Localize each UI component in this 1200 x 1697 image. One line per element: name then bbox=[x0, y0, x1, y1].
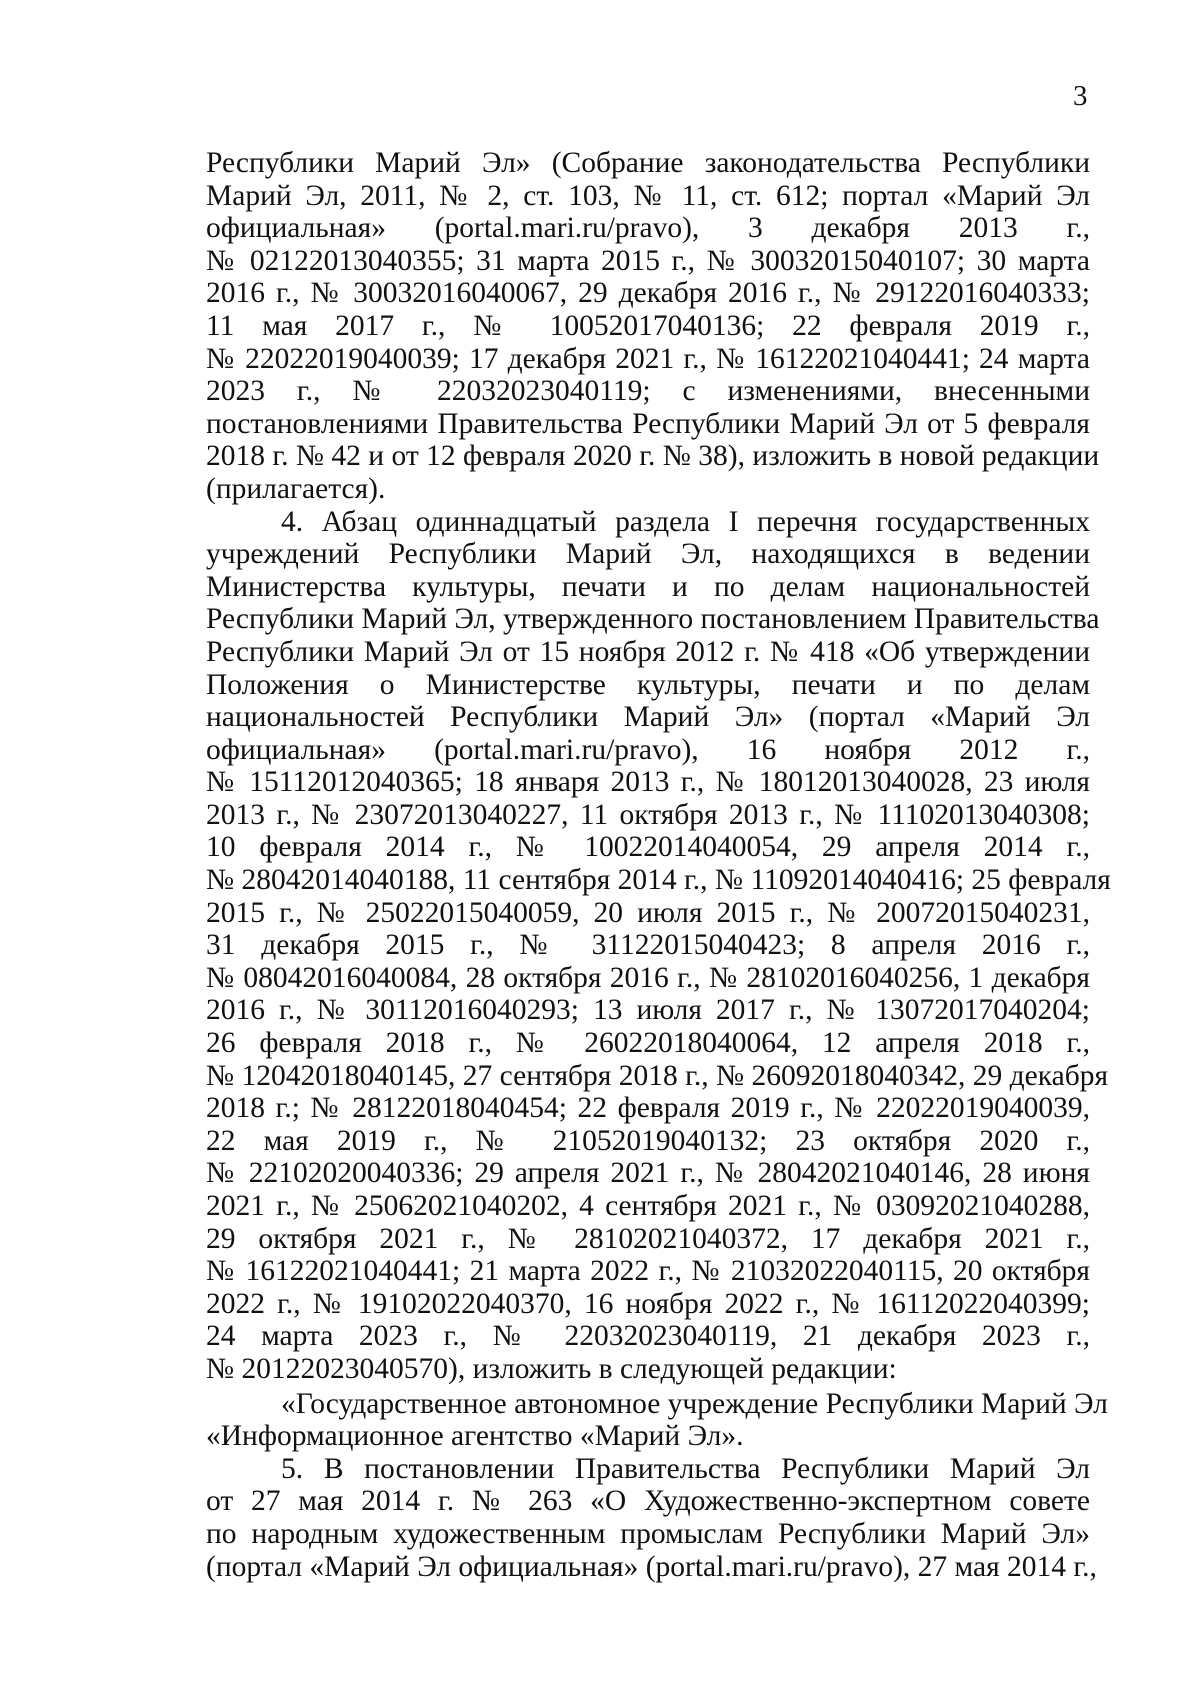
paragraph-item-5 bbox=[206, 1452, 1097, 1583]
text-line: 10 февраля 2014 г., № 10022014040054, 29 апреля 2014 г., bbox=[206, 831, 1090, 864]
text-line: 5. В постановлении Правительства Республики Марий Эл bbox=[281, 1452, 1090, 1485]
text-line: № 22102020040336; 29 апреля 2021 г., № 28042021040146, 28 июня bbox=[206, 1157, 1090, 1190]
text-line: официальная» (portal.mari.ru/pravo), 16 ноября 2012 г., bbox=[206, 733, 1090, 766]
text-line: (прилагается). bbox=[206, 472, 386, 505]
text-line: «Информационное агентство «Марий Эл». bbox=[206, 1420, 744, 1453]
text-line: 2023 г., № 22032023040119; с изменениями, внесенными bbox=[206, 375, 1090, 408]
text-line: 31 декабря 2015 г., № 31122015040423; 8 апреля 2016 г., bbox=[206, 929, 1090, 962]
text-line: 11 мая 2017 г., № 10052017040136; 22 февраля 2019 г., bbox=[206, 309, 1090, 342]
quoted-new-wording bbox=[206, 1387, 1108, 1453]
text-line: 2016 г., № 30032016040067, 29 декабря 2016 г., № 29122016040333; bbox=[206, 277, 1090, 310]
text-line: 4. Абзац одиннадцатый раздела I перечня государственных bbox=[281, 505, 1090, 538]
text-line: № 20122023040570), изложить в следующей редакции: bbox=[206, 1352, 897, 1385]
text-line: 2018 г.; № 28122018040454; 22 февраля 2019 г., № 22022019040039, bbox=[206, 1092, 1090, 1125]
text-line: официальная» (portal.mari.ru/pravo), 3 декабря 2013 г., bbox=[206, 212, 1090, 245]
text-line: Министерства культуры, печати и по делам национальностей bbox=[206, 570, 1090, 603]
document-body bbox=[206, 147, 1111, 1583]
text-line: 2021 г., № 25062021040202, 4 сентября 2021 г., № 03092021040288, bbox=[206, 1190, 1090, 1222]
text-line: № 02122013040355; 31 марта 2015 г., № 30032015040107; 30 марта bbox=[206, 244, 1090, 277]
text-line: 24 марта 2023 г., № 22032023040119, 21 декабря 2023 г., bbox=[206, 1320, 1090, 1353]
text-line: № 15112012040365; 18 января 2013 г., № 18012013040028, 23 июля bbox=[206, 766, 1090, 799]
text-line: 2022 г., № 19102022040370, 16 ноября 2022 г., № 16112022040399; bbox=[206, 1287, 1090, 1320]
text-line: от 27 мая 2014 г. № 263 «О Художественно-экспертном совете bbox=[206, 1485, 1090, 1518]
text-line: № 28042014040188, 11 сентября 2014 г., № 11092014040416; 25 февраля bbox=[206, 864, 1111, 897]
text-line: по народным художественным промыслам Республики Марий Эл» bbox=[206, 1517, 1090, 1550]
text-line: национальностей Республики Марий Эл» (портал «Марий Эл bbox=[206, 701, 1090, 734]
text-line: Республики Марий Эл, утвержденного постановлением Правительства bbox=[206, 603, 1100, 636]
text-line: Республики Марий Эл» (Собрание законодательства Республики bbox=[206, 147, 1090, 179]
text-line: 2018 г. № 42 и от 12 февраля 2020 г. № 38), изложить в новой редакции bbox=[206, 440, 1100, 473]
paragraph-item-4 bbox=[206, 505, 1111, 1386]
text-line: 22 мая 2019 г., № 21052019040132; 23 октября 2020 г., bbox=[206, 1124, 1090, 1157]
text-line: № 08042016040084, 28 октября 2016 г., № 28102016040256, 1 декабря bbox=[206, 961, 1090, 994]
text-line: учреждений Республики Марий Эл, находящихся в ведении bbox=[206, 538, 1090, 571]
text-line: «Государственное автономное учреждение Республики Марий Эл bbox=[281, 1387, 1108, 1420]
text-line: 2016 г., № 30112016040293; 13 июля 2017 г., № 13072017040204; bbox=[206, 994, 1090, 1027]
text-line: № 16122021040441; 21 марта 2022 г., № 21032022040115, 20 октября bbox=[206, 1255, 1090, 1288]
text-line: Марий Эл, 2011, № 2, ст. 103, № 11, ст. 612; портал «Марий Эл bbox=[206, 179, 1090, 212]
text-line: (портал «Марий Эл официальная» (portal.mari.ru/pravo), 27 мая 2014 г., bbox=[206, 1550, 1097, 1583]
text-line: 26 февраля 2018 г., № 26022018040064, 12 апреля 2018 г., bbox=[206, 1027, 1090, 1060]
text-line: постановлениями Правительства Республики Марий Эл от 5 февраля bbox=[206, 407, 1090, 440]
text-line: № 22022019040039; 17 декабря 2021 г., № 16122021040441; 24 марта bbox=[206, 342, 1090, 375]
text-line: Положения о Министерстве культуры, печати и по делам bbox=[206, 668, 1090, 701]
text-line: Республики Марий Эл от 15 ноября 2012 г. № 418 «Об утверждении bbox=[206, 635, 1090, 668]
page-number: 3 bbox=[1073, 80, 1088, 112]
text-line: 2013 г., № 23072013040227, 11 октября 2013 г., № 11102013040308; bbox=[206, 798, 1090, 831]
text-line: № 12042018040145, 27 сентября 2018 г., № 26092018040342, 29 декабря bbox=[206, 1059, 1109, 1092]
text-line: 2015 г., № 25022015040059, 20 июля 2015 г., № 20072015040231, bbox=[206, 896, 1090, 929]
paragraph-continuation bbox=[206, 147, 1100, 506]
text-line: 29 октября 2021 г., № 28102021040372, 17 декабря 2021 г., bbox=[206, 1222, 1090, 1255]
